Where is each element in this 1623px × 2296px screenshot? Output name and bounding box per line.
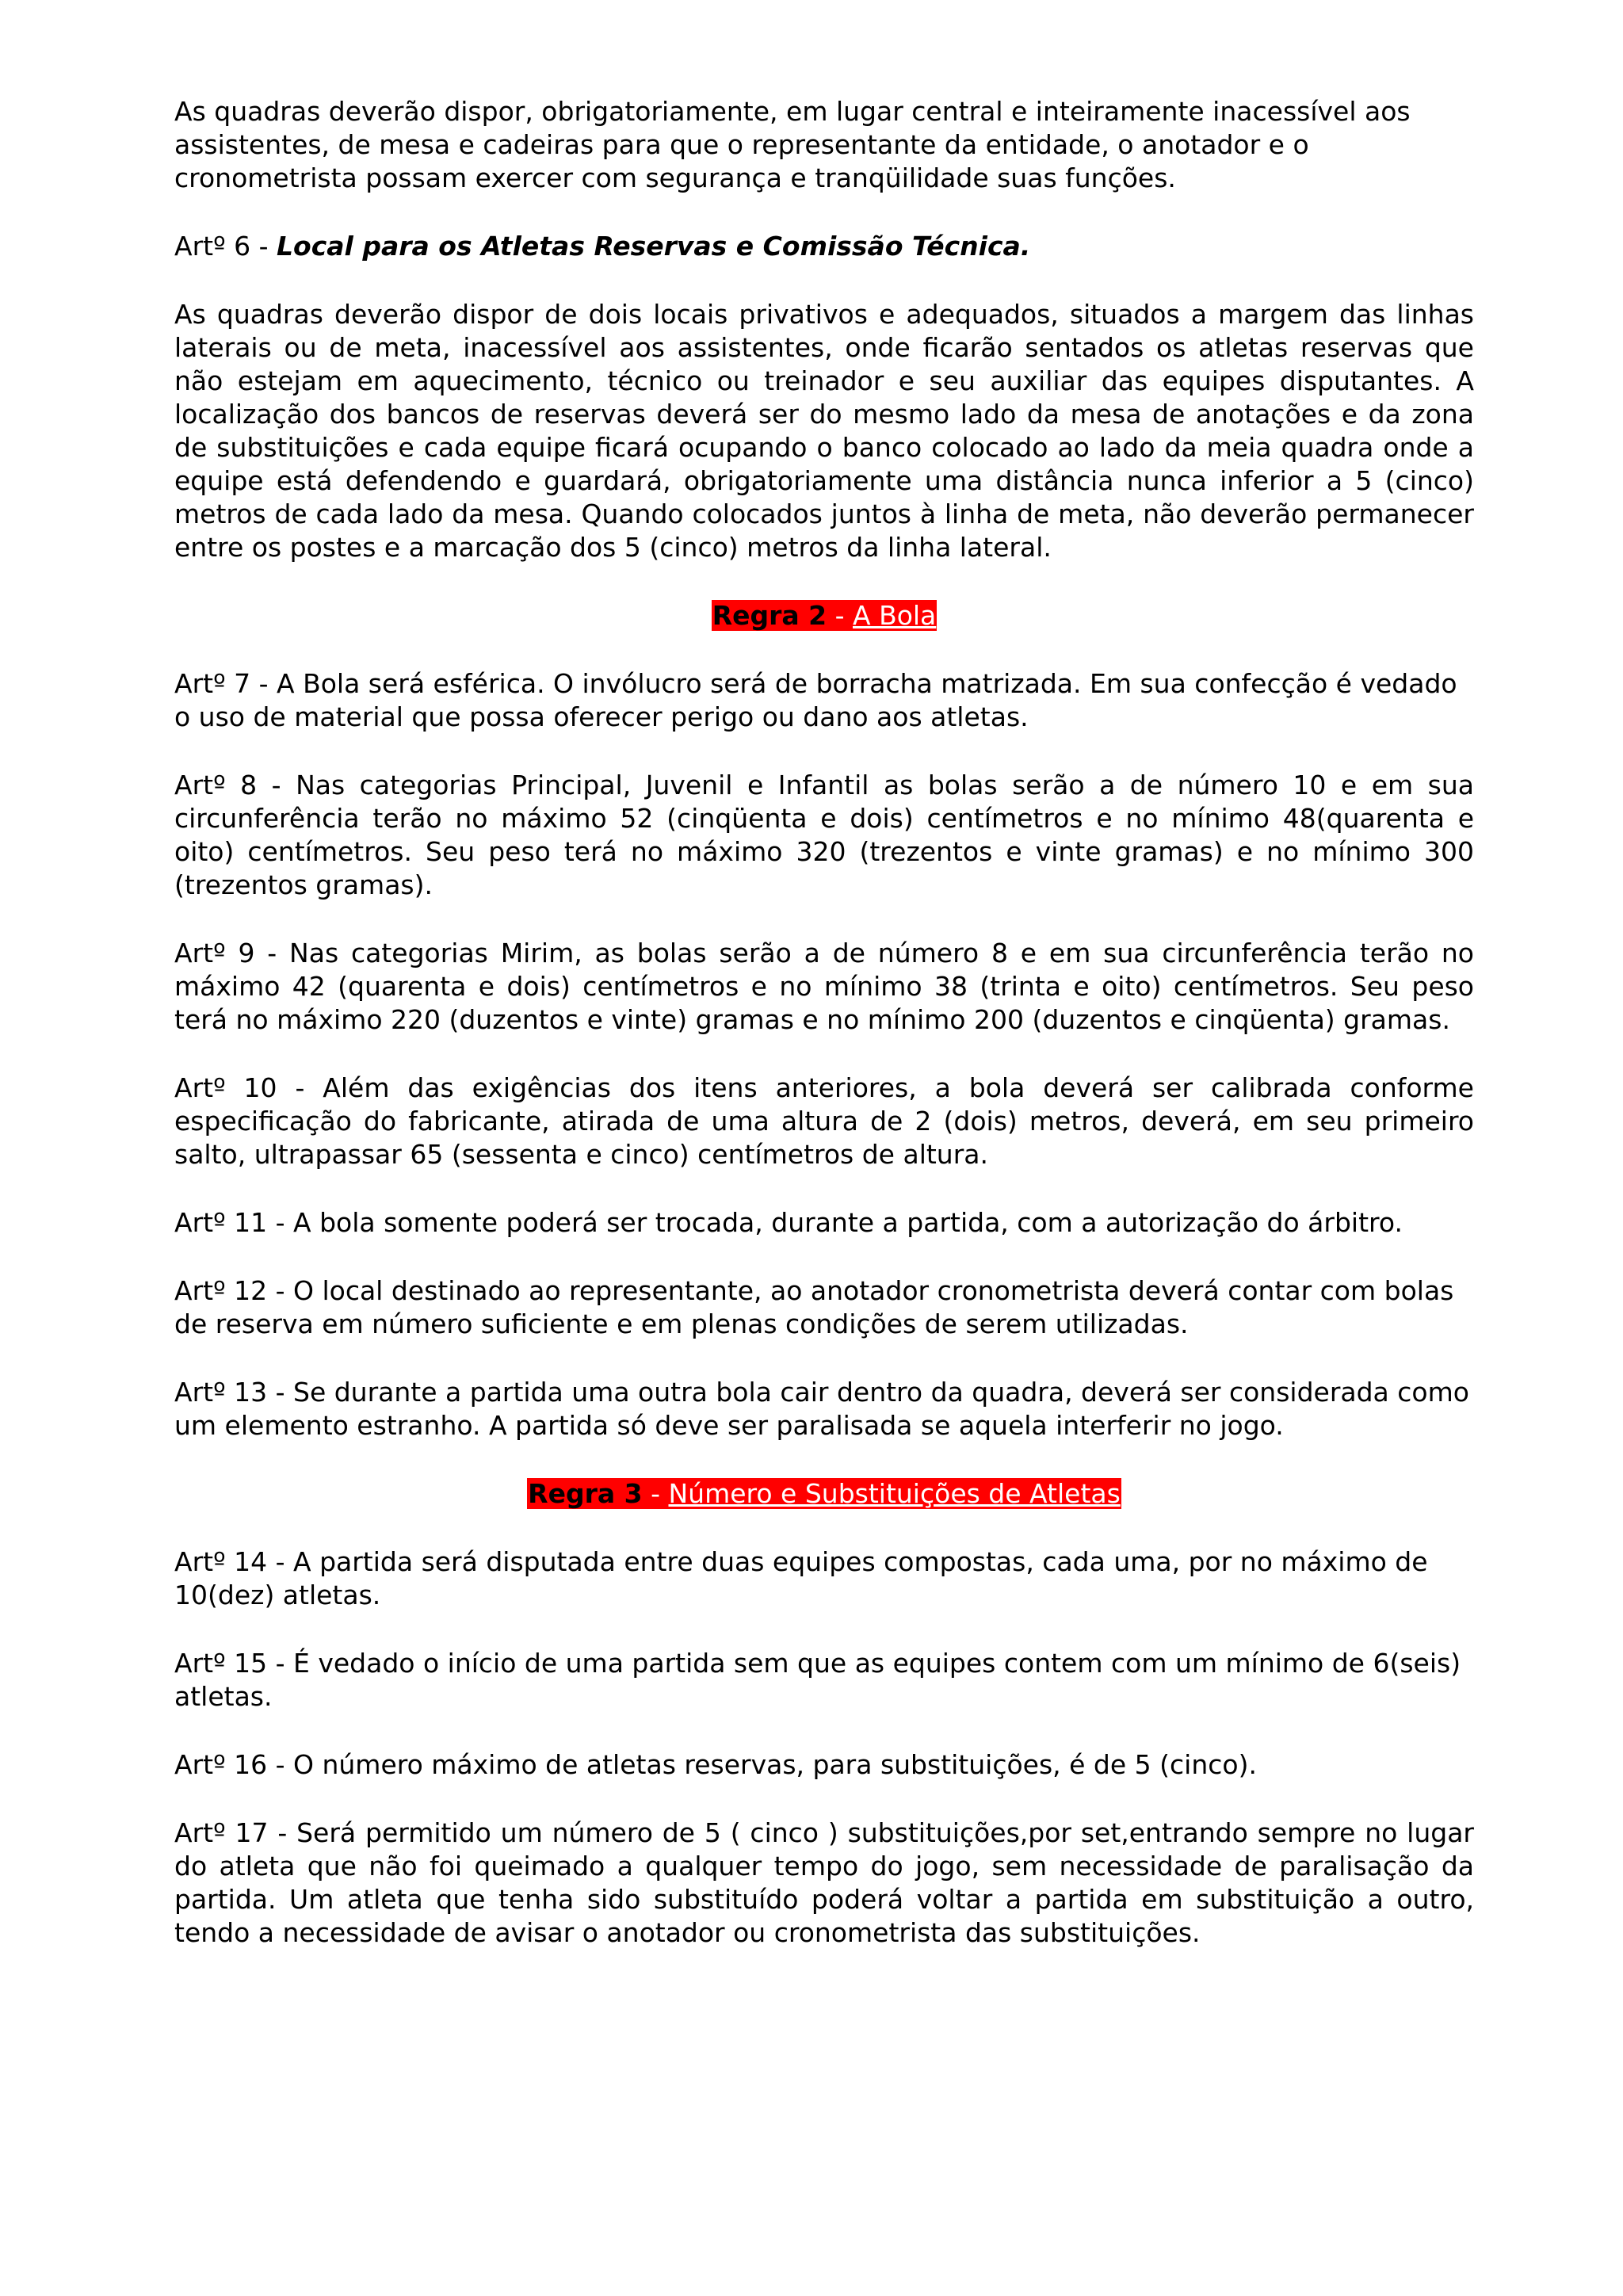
rule-2-heading xyxy=(174,599,1474,632)
article-8: Artº 8 - Nas categorias Principal, Juvenil e Infantil as bolas serão a de número 10 e em sua circunferência terão no máximo 52 (cinqüenta e dois) centímetros e no mínimo 48(quarenta e oito) centímetros. Seu peso terá no máximo 320 (trezentos e vinte gramas) e no mínimo 300 (trezentos gramas). xyxy=(174,770,1474,900)
rule-3-title-link[interactable]: Número e Substituições de Atletas xyxy=(668,1478,1121,1509)
article-13: Artº 13 - Se durante a partida uma outra bola cair dentro da quadra, deverá ser considerada como um elemento estranho. A partida só deve ser paralisada se aquela interferir no jogo. xyxy=(174,1377,1469,1441)
article-14: Artº 14 - A partida será disputada entre duas equipes compostas, cada uma, por no máximo de 10(dez) atletas. xyxy=(174,1546,1428,1610)
rule-2-title-link[interactable]: A Bola xyxy=(853,600,937,631)
rule-2-separator: - xyxy=(827,600,853,631)
article-7: Artº 7 - A Bola será esférica. O invólucro será de borracha matrizada. Em sua confecção é vedado o uso de material que possa oferecer perigo ou dano aos atletas. xyxy=(174,668,1457,732)
rule-3-separator: - xyxy=(642,1478,669,1509)
intro-paragraph: As quadras deverão dispor, obrigatoriamente, em lugar central e inteiramente inacessível aos assistentes, de mesa e cadeiras para que o representante da entidade, o anotador e o cronometrista possam exercer com segurança e tranqüilidade suas funções. xyxy=(174,96,1411,193)
rule-2-highlight xyxy=(712,600,938,631)
rule-3-heading xyxy=(174,1477,1474,1511)
article-6-title: Local para os Atletas Reservas e Comissão Técnica. xyxy=(277,231,1031,262)
article-6-heading xyxy=(174,230,1474,263)
article-10: Artº 10 - Além das exigências dos itens anteriores, a bola deverá ser calibrada conforme especificação do fabricante, atirada de uma altura de 2 (dois) metros, deverá, em seu primeiro salto, ultrapassar 65 (sessenta e cinco) centímetros de altura. xyxy=(174,1072,1474,1170)
rule-3-number: Regra 3 xyxy=(528,1478,643,1509)
document-page xyxy=(174,95,1474,1985)
article-9: Artº 9 - Nas categorias Mirim, as bolas serão a de número 8 e em sua circunferência terão no máximo 42 (quarenta e dois) centímetros e no mínimo 38 (trinta e oito) centímetros. Seu peso terá no máximo 220 (duzentos e vinte) gramas e no mínimo 200 (duzentos e cinqüenta) gramas. xyxy=(174,938,1474,1035)
article-6-prefix: Artº 6 - xyxy=(174,231,277,262)
rule-3-highlight xyxy=(527,1478,1121,1509)
article-16: Artº 16 - O número máximo de atletas reservas, para substituições, é de 5 (cinco). xyxy=(174,1749,1257,1780)
article-15: Artº 15 - É vedado o início de uma partida sem que as equipes contem com um mínimo de 6(seis) atletas. xyxy=(174,1648,1461,1712)
article-12: Artº 12 - O local destinado ao representante, ao anotador cronometrista deverá contar com bolas de reserva em número suficiente e em plenas condições de serem utilizadas. xyxy=(174,1275,1454,1339)
article-17: Artº 17 - Será permitido um número de 5 ( cinco ) substituições,por set,entrando sempre no lugar do atleta que não foi queimado a qualquer tempo do jogo, sem necessidade de paralisação da partida. Um atleta que tenha sido substituído poderá voltar a partida em substituição a outro, tendo a necessidade de avisar o anotador ou cronometrista das substituições. xyxy=(174,1817,1474,1948)
rule-2-number: Regra 2 xyxy=(712,600,827,631)
article-6-body: As quadras deverão dispor de dois locais privativos e adequados, situados a margem das linhas laterais ou de meta, inacessível aos assistentes, onde ficarão sentados os atletas reservas que não estejam em aquecimento, técnico ou treinador e seu auxiliar das equipes disputantes. A localização dos bancos de reservas deverá ser do mesmo lado da mesa de anotações e da zona de substituições e cada equipe ficará ocupando o banco colocado ao lado da meia quadra onde a equipe está defendendo e guardará, obrigatoriamente uma distância nunca inferior a 5 (cinco) metros de cada lado da mesa. Quando colocados juntos à linha de meta, não deverão permanecer entre os postes e a marcação dos 5 (cinco) metros da linha lateral. xyxy=(174,299,1474,563)
article-11: Artº 11 - A bola somente poderá ser trocada, durante a partida, com a autorização do árbitro. xyxy=(174,1207,1403,1238)
